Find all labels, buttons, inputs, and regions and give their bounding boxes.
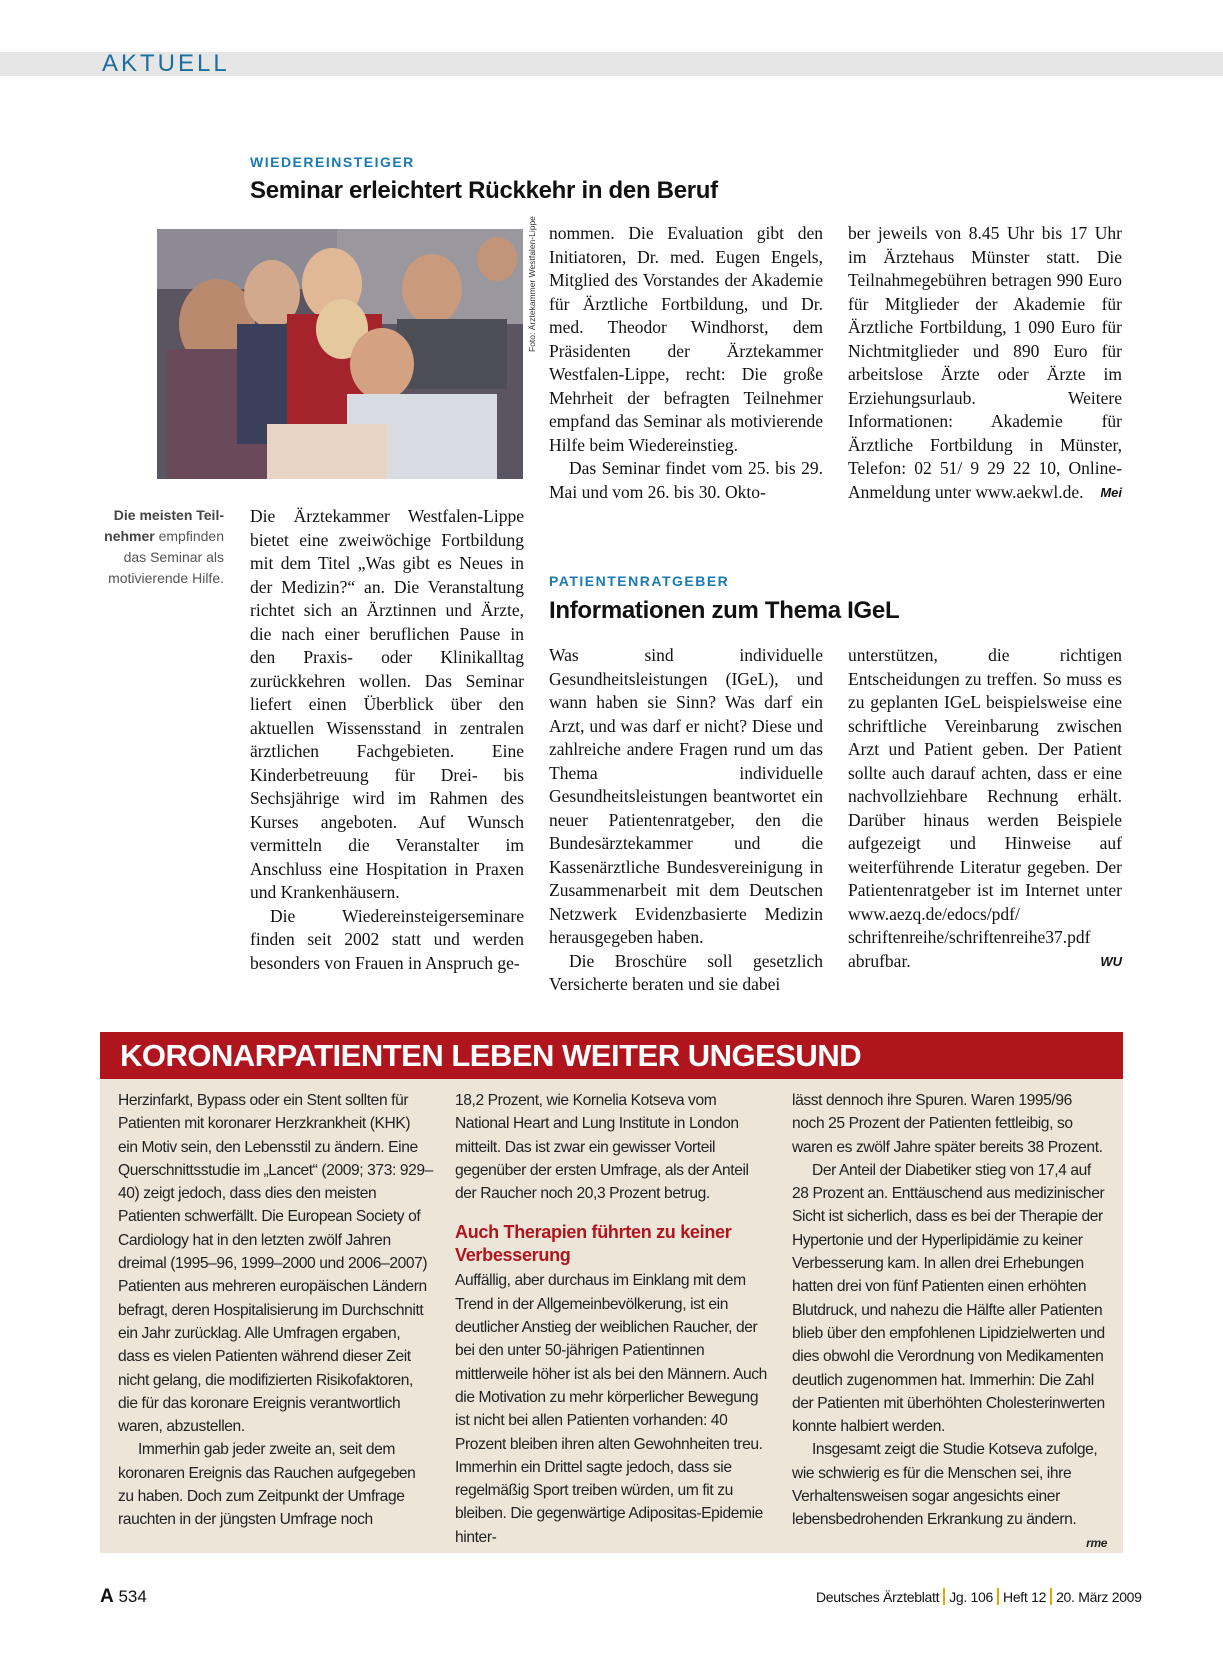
article1-column-2 (549, 222, 823, 504)
page-prefix: A (100, 1586, 114, 1607)
article1-column-1 (250, 505, 524, 975)
article2-column-1 (549, 644, 823, 997)
article2-col1-p2: Die Broschüre soll gesetzlich Versicherte beraten und sie dabei (549, 950, 823, 994)
box-subhead: Auch Therapien führten zu keiner Verbesserung (455, 1222, 732, 1266)
box-col3-p1: lässt dennoch ihre Spuren. Waren 1995/96 noch 25 Prozent der Patienten fettleibig, so waren es zwölf Jahre später bereits 38 Prozent. (792, 1092, 1103, 1156)
box-column-1 (118, 1089, 433, 1532)
article1-photo (157, 229, 523, 479)
info-box-title: KORONARPATIENTEN LEBEN WEITER UNGESUND (120, 1038, 862, 1073)
journal-issue: Heft 12 (1003, 1589, 1047, 1605)
photo-illustration (157, 229, 523, 479)
box-col2-p1: 18,2 Prozent, wie Kornelia Kotseva vom National Heart and Lung Institute in London mitteilt. Das ist zwar ein gewisser Vorteil gegenüber der ersten Umfrage, als der Anteil der Raucher noch 20,3 Prozent betrug. (455, 1092, 749, 1203)
box-col2-p2: Auffällig, aber durchaus im Einklang mit dem Trend in der Allgemeinbevölkerung, ist ein deutlicher Anstieg der weiblichen Raucher, der bei den unter 50-jährigen Patientinnen mittlerweile höher ist als bei den Männern. Auch die Motivation zu mehr körperlicher Bewegung ist nicht bei allen Patienten vorhanden: 40 Prozent bleiben ihren alten Gewohnheiten treu. Immerhin ein Drittel sagte jedoch, dass sie regelmäßig Sport treiben würden, um fit zu bleiben. Die gegenwärtige Adipositas-Epidemie hinter- (455, 1272, 767, 1546)
article1-column-3 (848, 222, 1122, 504)
article2-kicker: PATIENTENRATGEBER (549, 573, 730, 589)
article1-kicker: WIEDEREINSTEIGER (250, 154, 415, 170)
article2-col2-p1: unterstützen, die richtigen Entscheidungen zu treffen. So muss es zu geplanten IGeL beispielsweise eine schriftliche Vereinbarung zwischen Arzt und Patient geben. Der Patient sollte auch darauf achten, dass er eine nachvollziehbare Rechnung erhält. Darüber hinaus werden Beispiele aufgezeigt und Hinweise auf weiterführende Literatur gegeben. Der Patientenratgeber ist im Internet unter www.aezq.de/edocs/pdf/ schriftenreihe/schriftenreihe37.pdf abrufbar. (848, 645, 1122, 971)
article1-col1-p1: Die Ärztekammer Westfalen-Lippe bietet eine zweiwöchige Fortbildung mit dem Titel „Was gibt es Neues in der Medizin?“ an. Die Veranstaltung richtet sich an Ärztinnen und Ärzte, die nach einer beruflichen Pause in den Praxis- oder Klinikalltag zurückkehren wollen. Das Seminar liefert einen Überblick über den aktuellen Wissensstand in zentralen ärztlichen Fachgebieten. Eine Kinderbetreuung für Drei- bis Sechsjährige wird im Rahmen des Kurses angeboten. Auf Wunsch vermitteln die Veranstalter im Anschluss eine Hospitation in Praxen und Krankenhäusern. (250, 506, 524, 902)
box-col3-p3: Insgesamt zeigt die Studie Kotseva zufolge, wie schwierig es für die Menschen sei, ihre Verhaltensweisen sogar angesichts einer lebensbedrohenden Erkrankung zu ändern. (792, 1441, 1098, 1529)
journal-name: Deutsches Ärzteblatt (816, 1589, 940, 1605)
separator (943, 1588, 945, 1605)
article2-column-2 (848, 644, 1122, 973)
box-signature: rme (1086, 1535, 1107, 1550)
article1-col2-p2: Das Seminar findet vom 25. bis 29. Mai und vom 26. bis 30. Okto- (549, 458, 823, 502)
article1-col1-p2: Die Wiedereinsteigerseminare finden seit 2002 statt und werden besonders von Frauen in Anspruch ge- (250, 905, 524, 973)
journal-info (816, 1588, 1142, 1605)
box-col1-p2: Immerhin gab jeder zweite an, seit dem koronaren Ereignis das Rauchen aufgegeben zu haben. Doch zum Zeitpunkt der Umfrage rauchten in der jüngsten Umfrage noch (118, 1441, 416, 1529)
article2-signature: WU (1100, 953, 1122, 969)
article1-signature: Mei (1100, 484, 1122, 500)
article2-col1-p1: Was sind individuelle Gesundheitsleistungen (IGeL), und wann haben sie Sinn? Was darf ein Arzt, und was darf er nicht? Diese und zahlreiche andere Fragen rund um das Thema individuelle Gesundheitsleistungen beantwortet ein neuer Patientenratgeber, den die Bundesärztekammer und die Kassenärztliche Bundesvereinigung in Zusammenarbeit mit dem Deutschen Netzwerk Evidenzbasierte Medizin herausgegeben haben. (549, 645, 823, 947)
journal-volume: Jg. 106 (949, 1589, 994, 1605)
caption-bold: Die meisten Teil-nehmer (104, 507, 224, 544)
article2-title: Informationen zum Thema IGeL (549, 597, 900, 624)
separator (1050, 1588, 1052, 1605)
box-col3-p2: Der Anteil der Diabetiker stieg von 17,4 auf 28 Prozent an. Enttäuschend aus medizinischer Sicht ist sicherlich, dass es bei der Therapie der Hypertonie und der Hyperlipidämie zu keiner Verbesserung kam. In allen drei Erhebungen hatten drei von fünf Patienten einen erhöhten Blutdruck, und nahezu die Hälfte aller Patienten blieb über den empfohlenen Lipidzielwerten und dies obwohl die Verordnung von Medikamenten deutlich zugenommen hat. Immerhin: Die Zahl der Patienten mit überhöhten Cholesterinwerten konnte halbiert werden. (792, 1161, 1105, 1436)
page-number (100, 1586, 147, 1608)
box-col1-p1: Herzinfarkt, Bypass oder ein Stent sollten für Patienten mit koronarer Herzkrankheit (KHK) ein Motiv sein, den Lebensstil zu ändern. Eine Querschnittsstudie im „Lancet“ (2009; 373: 929–40) zeigt jedoch, dass dies den meisten Patienten schwerfällt. Die European Society of Cardiology hat in den letzten zwölf Jahren dreimal (1995–96, 1999–2000 und 2006–2007) Patienten aus mehreren europäischen Ländern befragt, deren Hospitalisierung im Durchschnitt ein Jahr zurücklag. Alle Umfragen ergaben, dass es vielen Patienten während dieser Zeit nicht gelang, die modifizierten Risikofaktoren, die für das koronare Ereignis verantwortlich waren, abzustellen. (118, 1092, 433, 1436)
page-number-value: 534 (118, 1587, 147, 1606)
article1-col2-p1: nommen. Die Evaluation gibt den Initiatoren, Dr. med. Eugen Engels, Mitglied des Vorstandes der Akademie für Ärztliche Fortbildung, und Dr. med. Theodor Windhorst, dem Präsidenten der Ärztekammer Westfalen-Lippe, recht: Die große Mehrheit der befragten Teilnehmer empfand das Seminar als motivierende Hilfe beim Wiedereinstieg. (549, 223, 823, 455)
article1-title: Seminar erleichtert Rückkehr in den Beruf (250, 177, 718, 204)
box-column-2 (455, 1089, 770, 1549)
article1-col3-p1: ber jeweils von 8.45 Uhr bis 17 Uhr im Ärztehaus Münster statt. Die Teilnahmegebühren betragen 990 Euro für Mitglieder der Akademie für Ärztliche Fortbildung, 1 090 Euro für Nichtmitglieder und 890 Euro für arbeitslose Ärzte oder Ärzte im Erziehungsurlaub. Weitere Informationen: Akademie für Ärztliche Fortbildung in Münster, Telefon: 02 51/ 9 29 22 10, Online-Anmeldung unter www.aekwl.de. (848, 223, 1122, 502)
photo-caption (92, 505, 224, 589)
journal-date: 20. März 2009 (1056, 1589, 1142, 1605)
separator (997, 1588, 999, 1605)
section-label: AKTUELL (102, 50, 230, 77)
box-column-3 (792, 1089, 1107, 1555)
photo-credit: Foto: Ärztekammer Westfalen-Lippe (527, 216, 537, 352)
caption-text: empfinden das Seminar als motivierende Hilfe. (108, 528, 224, 586)
